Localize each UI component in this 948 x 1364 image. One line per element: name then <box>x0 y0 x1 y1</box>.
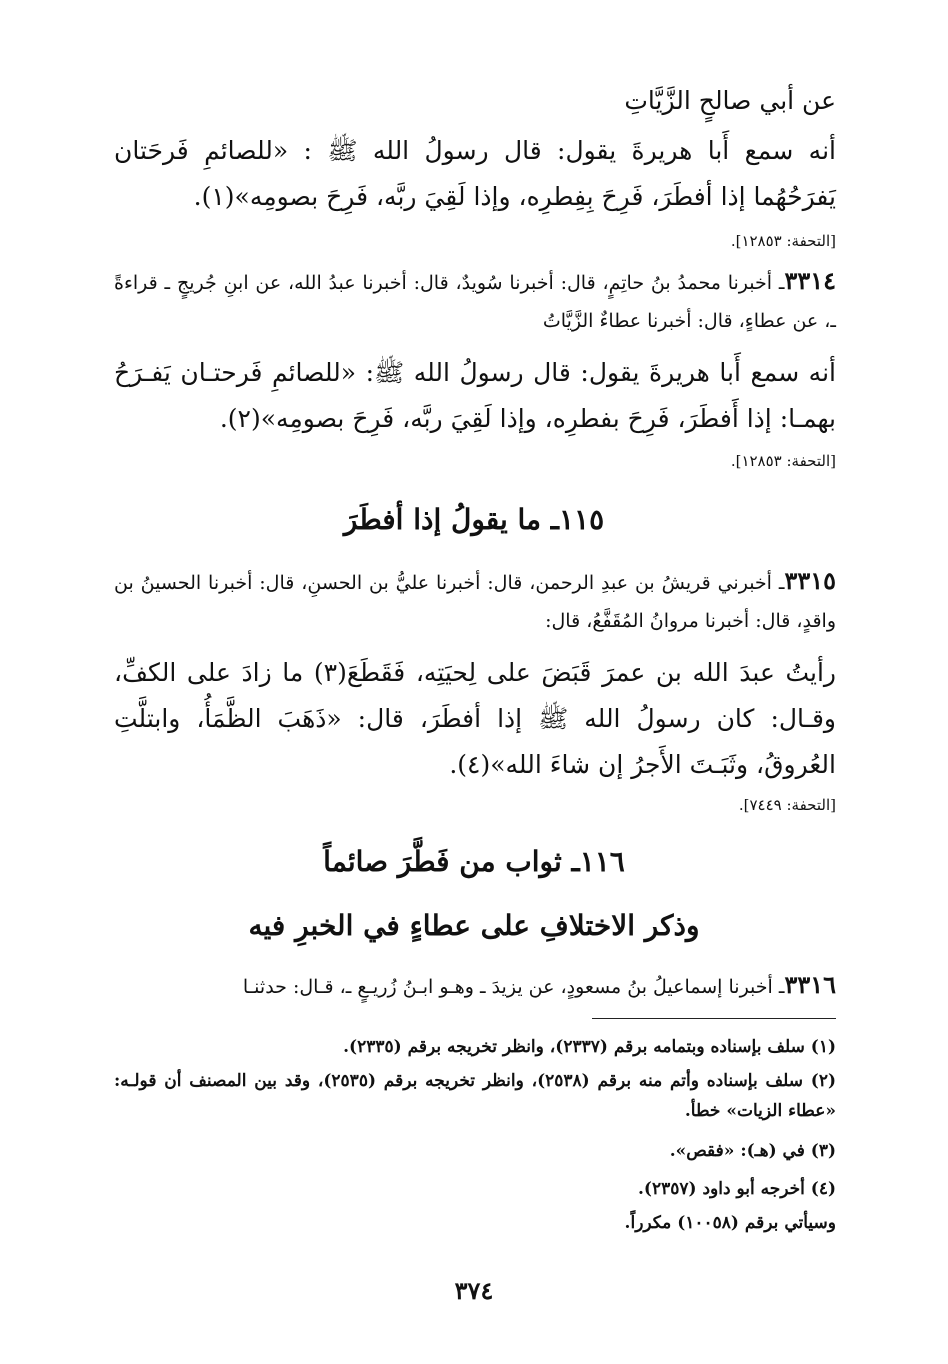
narrator-line: عن أبي صالحٍ الزَّيَّاتِ <box>624 86 836 115</box>
hadith-3315-text: رأيتُ عبدَ الله بن عمرَ قَبَضَ على لِحيَتِه، فَقَطَعَ(٣) ما زادَ على الكفِّ، وقـال: كان رسولُ الله ﷺ إذا أفطَرَ، قال: «ذَهَبَ الظَّمَأُ، وابتلَّتِ العُروقُ، وثَبَـتَ الأَجرُ إن شاءَ الله»(٤). <box>114 658 836 779</box>
hadith-3316-isnad: ٣٣١٦ـ أخبرنا إسماعيلُ بنُ مسعودٍ، عن يزيدَ ـ وهـو ابـنُ زُريـعٍ ـ، قـال: حدثنـا <box>242 970 836 999</box>
hadith-3315-isnad: ٣٣١٥ـ أخبرني قريشُ بن عبدِ الرحمن، قال: أخبرنا عليُّ بن الحسنِ، قال: أخبرنا الحسينُ بن واقدٍ، قال: أخبرنا مروانُ المُقَفَّعُ، قال: <box>114 566 836 632</box>
chapter-heading-115: ١١٥ـ ما يقولُ إذا أفطَرَ <box>343 503 605 536</box>
footnote-2: (٢) سلف بإسناده وأتم منه برقم (٢٥٣٨)، وانظر تخريجه برقم (٢٥٣٥)، وقد بين المصنف أن قولـه: «عطاء الزيات» خطأ. <box>114 1071 836 1121</box>
hadith-3313-narrator-end <box>114 78 836 124</box>
hadith-number: ٣٣١٥ <box>784 566 836 595</box>
hadith-3314-text: أنه سمع أَبا هريرةَ يقول: قال رسولُ الله ﷺ: «للصائمِ فَرحتـان يَفـرَحُ بهمـا: إذا أَفطَرَ، فَرِحَ بفطرِه، وإذا لَقِيَ ربَّه، فَرِحَ بصومِه»(٢). <box>114 358 836 433</box>
footnote-4: (٤) أخرجه أبو داود (٢٣٥٧). <box>638 1179 836 1199</box>
footnote-separator <box>592 1018 836 1019</box>
page-number: ٣٧٤ <box>454 1276 494 1305</box>
footnote-4-continuation: وسيأتي برقم (١٠٠٥٨) مكرراً. <box>624 1213 836 1233</box>
hadith-3314-isnad: ٣٣١٤ـ أخبرنا محمدُ بنُ حاتِمٍ، قال: أخبرنا سُويدٌ، قال: أخبرنا عبدُ الله، عن ابنِ جُريجٍ ـ قراءةً ـ، عن عطاءٍ، قال: أخبرنا عطاءٌ الزَّيَّاتُ <box>114 266 836 332</box>
footnote-3: (٣) في (هـ): «فقص». <box>669 1141 836 1161</box>
hadith-number: ٣٣١٦ <box>784 970 836 999</box>
hadith-number: ٣٣١٤ <box>784 266 836 295</box>
chapter-heading-116: ١١٦ـ ثواب من فَطَّرَ صائماً <box>323 845 625 878</box>
hadith-3313-text: أنه سمع أَبا هريرةَ يقول: قال رسولُ الله ﷺ : «للصائمِ فَرحَتان يَفرَحُهُما إذا أفطَرَ، فَرِحَ بِفِطرِه، وإذا لَقِيَ ربَّه، فَرِحَ بصومِه»(١). <box>114 136 836 211</box>
footnote-1: (١) سلف بإسناده وبتمامه برقم (٢٣٣٧)، وانظر تخريجه برقم (٢٣٣٥). <box>343 1037 836 1057</box>
hadith-3314-reference: [التحفة: ١٢٨٥٣]. <box>730 452 836 470</box>
hadith-3313-reference: [التحفة: ١٢٨٥٣]. <box>730 232 836 250</box>
hadith-3315-reference: [التحفة: ٧٤٤٩]. <box>738 796 836 814</box>
chapter-subheading-116: وذكر الاختلافِ على عطاءٍ في الخبرِ فيه <box>248 909 700 942</box>
